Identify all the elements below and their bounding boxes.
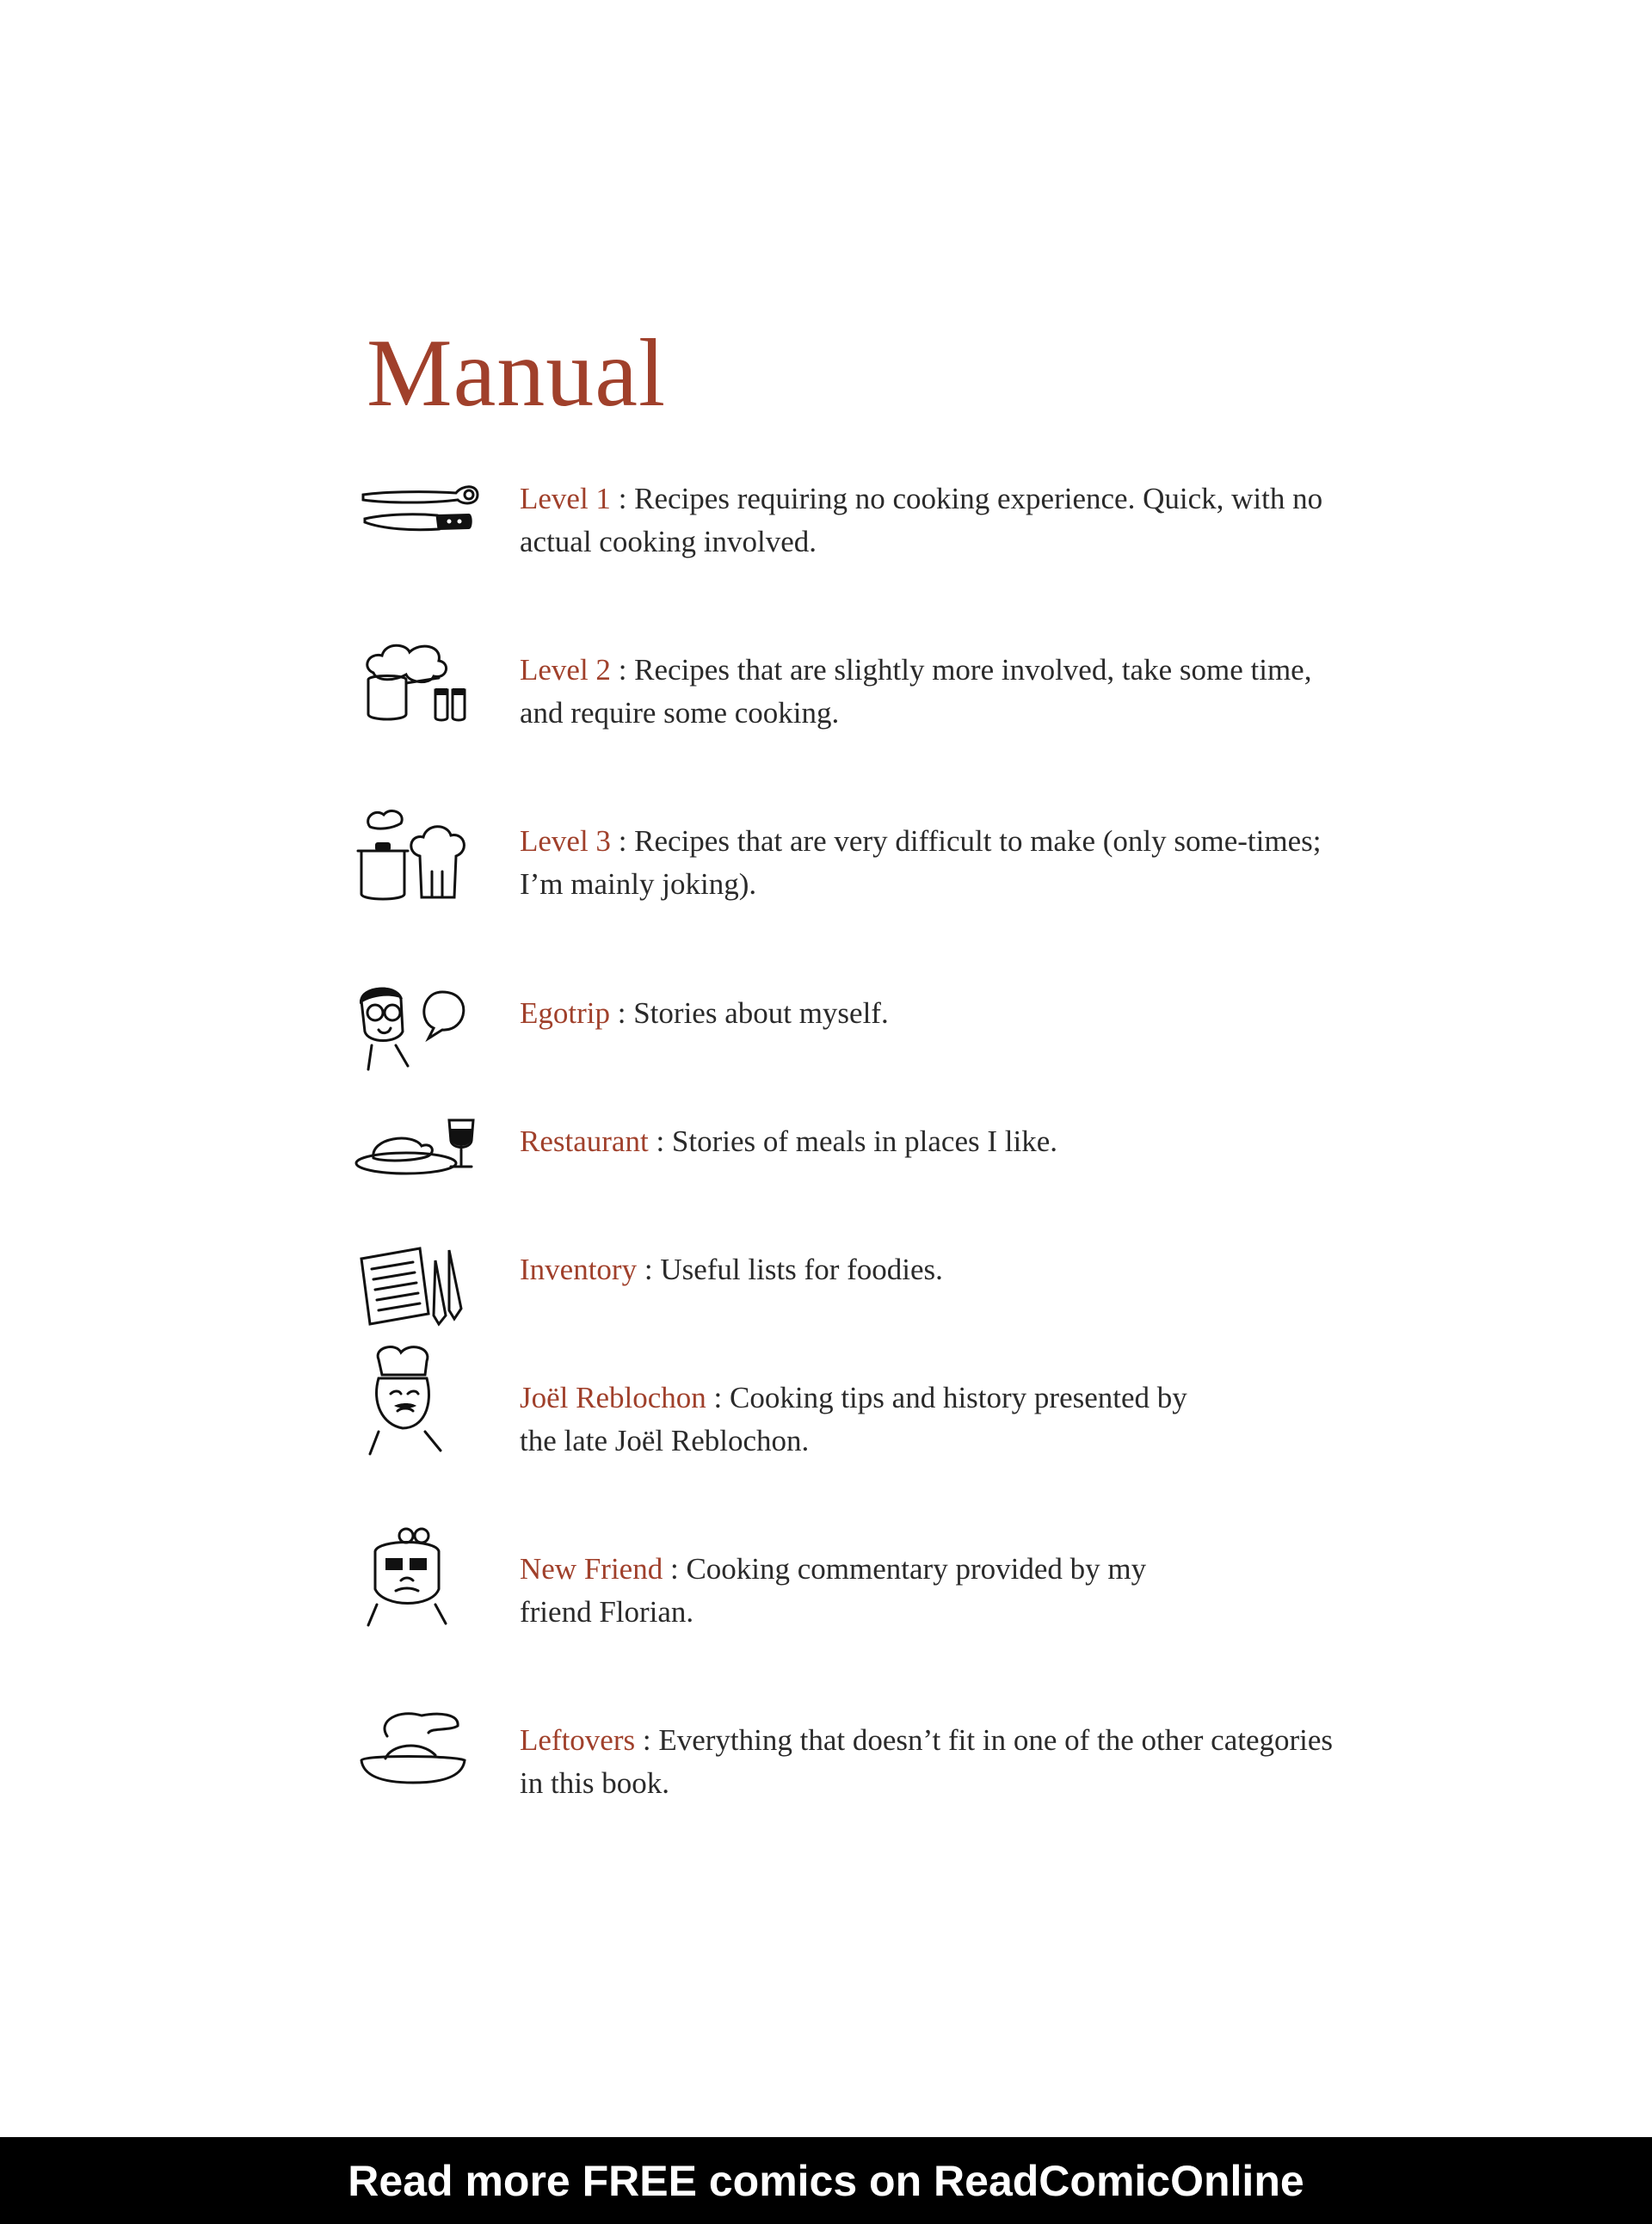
entry-text: Leftovers : Everything that doesn’t fit in one of the other categories in this book. [520, 1723, 1334, 1800]
friend-florian-icon [353, 1539, 490, 1651]
category-description: Stories about myself. [633, 996, 889, 1030]
entry-text: Egotrip : Stories about myself. [520, 996, 889, 1030]
category-label: New Friend [520, 1552, 663, 1586]
entry-text: Level 2 : Recipes that are slightly more involved, take some time, and require some cooking. [520, 653, 1312, 730]
manual-entry-restaurant [353, 1120, 1342, 1223]
category-label: Level 2 [520, 653, 611, 687]
manual-entry-level-3 [353, 820, 1342, 923]
entry-text: Restaurant : Stories of meals in places I like. [520, 1124, 1058, 1158]
notebook-pencils-icon [353, 1240, 490, 1352]
category-label: Level 3 [520, 824, 611, 858]
entry-text: Inventory : Useful lists for foodies. [520, 1253, 943, 1286]
manual-entry-level-1 [353, 477, 1342, 581]
category-description: Cooking commentary provided by my friend Florian. [520, 1552, 1147, 1629]
category-label: Egotrip [520, 996, 610, 1030]
entry-text: Level 1 : Recipes requiring no cooking experience. Quick, with no actual cooking involved. [520, 482, 1323, 558]
roast-chicken-wine-icon [353, 1112, 490, 1223]
footer-link[interactable]: Read more FREE comics on ReadComicOnline [348, 2156, 1304, 2205]
steaming-plate-icon [353, 1710, 490, 1822]
category-label: Level 1 [520, 482, 611, 515]
manual-entry-leftovers [353, 1719, 1342, 1822]
manual-entry-new-friend [353, 1548, 1342, 1651]
category-label: Inventory [520, 1253, 638, 1286]
category-description: Recipes requiring no cooking experience. Quick, with no actual cooking involved. [520, 482, 1323, 558]
manual-entry-egotrip [353, 992, 1342, 1095]
category-description: Everything that doesn’t fit in one of the other categories in this book. [520, 1723, 1334, 1800]
manual-entry-inventory [353, 1248, 1342, 1352]
category-description: Cooking tips and history presented by the late Joël Reblochon. [520, 1381, 1187, 1457]
category-description: Recipes that are very difficult to make (only some-times; I’m mainly joking). [520, 824, 1322, 901]
category-description: Stories of meals in places I like. [671, 1124, 1058, 1158]
page-title: Manual [367, 320, 667, 427]
entry-text: Joël Reblochon : Cooking tips and history presented by the late Joël Reblochon. [520, 1381, 1187, 1457]
knife-icon [353, 469, 490, 581]
manual-entry-level-2 [353, 649, 1342, 752]
footer-banner[interactable] [0, 2137, 1652, 2224]
entry-text: New Friend : Cooking commentary provided by my friend Florian. [520, 1552, 1147, 1629]
entry-text: Level 3 : Recipes that are very difficult to make (only some-times; I’m mainly joking). [520, 824, 1322, 901]
category-description: Useful lists for foodies. [660, 1253, 943, 1286]
category-label: Restaurant [520, 1124, 649, 1158]
author-speech-bubble-icon [353, 983, 490, 1095]
category-label: Joël Reblochon [520, 1381, 706, 1414]
manual-entry-joel-reblochon [353, 1377, 1342, 1480]
pot-and-chef-hat-icon [353, 811, 490, 923]
steaming-pot-icon [353, 640, 490, 752]
category-description: Recipes that are slightly more involved, take some time, and require some cooking. [520, 653, 1312, 730]
category-label: Leftovers [520, 1723, 636, 1757]
chef-reblochon-icon [353, 1368, 490, 1480]
